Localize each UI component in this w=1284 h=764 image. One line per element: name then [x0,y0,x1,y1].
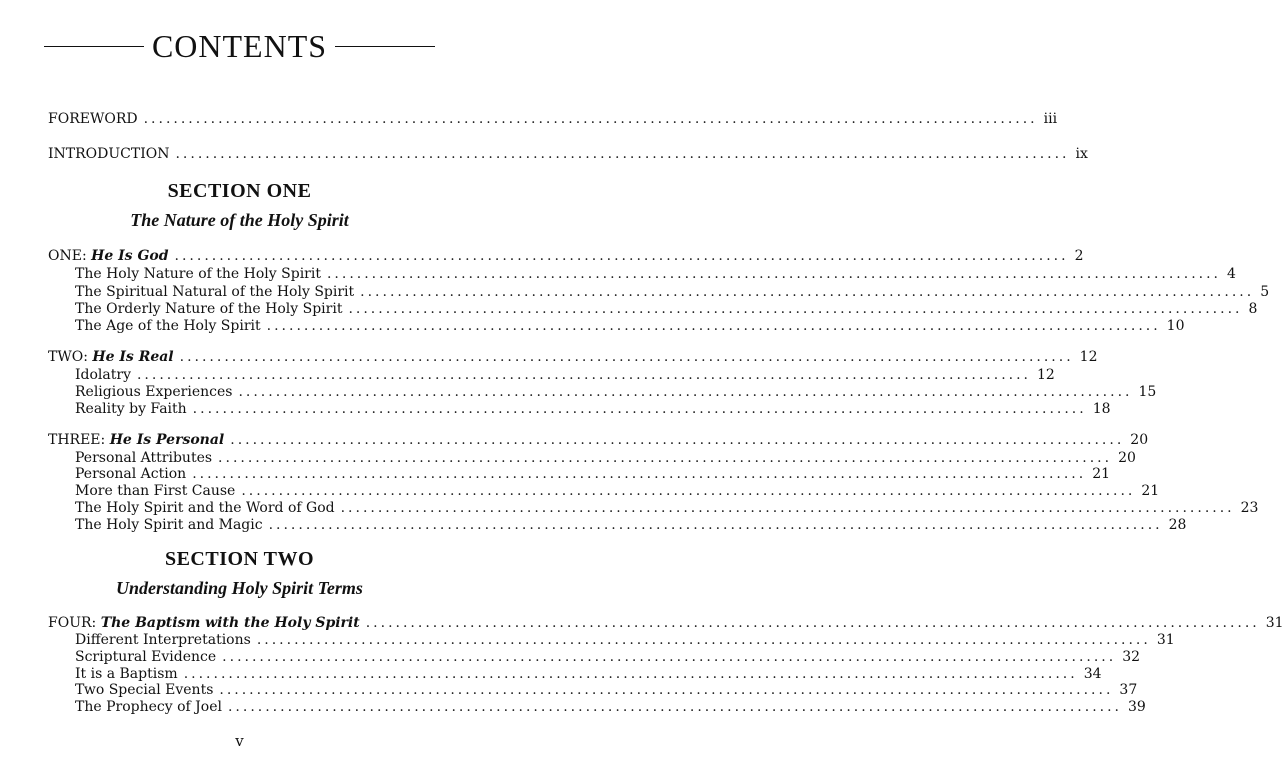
toc-page-number: 31 [1265,615,1284,631]
toc-entry-label: The Holy Spirit and the Word of God [75,500,335,516]
chapter-title: He Is Personal [109,432,225,448]
leader-dots: ........................................................................................................................ [230,432,1125,448]
leader-dots: ........................................................................................................................ [360,284,1255,300]
leader-dots: ........................................................................................................................ [238,384,1133,400]
leader-dots: ........................................................................................................................ [218,450,1113,466]
toc-page-number: 15 [1138,384,1157,400]
toc-chapter-one [48,246,1084,266]
title-rule-right [335,46,435,47]
leader-dots: ........................................................................................................................ [143,111,1038,127]
toc-entry-label: It is a Baptism [75,666,178,682]
toc-page-number: 5 [1260,284,1270,300]
toc-page-number: 23 [1240,500,1259,516]
chapter-prefix: THREE: [48,432,110,448]
toc-entry-label: INTRODUCTION [48,146,170,162]
leader-dots: ........................................................................................................................ [192,466,1087,482]
toc-entry-label: The Prophecy of Joel [75,699,222,715]
toc-page-number: 2 [1074,248,1084,264]
chapter-prefix: TWO: [48,349,93,365]
leader-dots: ........................................................................................................................ [348,301,1243,317]
leader-dots: ........................................................................................................................ [266,318,1161,334]
toc-page-number: 31 [1156,632,1175,648]
leader-dots: ........................................................................................................................ [136,367,1032,383]
toc-entry-label: Different Interpretations [75,632,251,648]
section-two-subheading: Understanding Holy Spirit Terms [116,578,363,598]
toc-chapter-two [48,347,1098,367]
leader-dots: ........................................................................................................................ [227,699,1122,715]
chapter-title: He Is Real [92,349,174,365]
toc-entry-label: The Spiritual Natural of the Holy Spirit [75,284,355,300]
leader-dots: ........................................................................................................................ [179,349,1074,365]
leader-dots: ........................................................................................................................ [326,266,1222,282]
leader-dots: ........................................................................................................................ [222,649,1117,665]
toc-page-number: ix [1075,146,1088,162]
title-rule-left [44,46,144,47]
leader-dots: ........................................................................................................................ [365,615,1260,631]
chapter-title: The Baptism with the Holy Spirit [100,615,360,631]
toc-page-number: 32 [1122,649,1141,665]
contents-title-row [0,26,479,66]
leader-dots: ........................................................................................................................ [183,666,1078,682]
toc-page-number: 21 [1141,483,1160,499]
toc-entry-label: The Holy Nature of the Holy Spirit [75,266,321,282]
toc-entry [75,316,1185,336]
toc-chapter-label [48,246,169,266]
section-one-subheading: The Nature of the Holy Spirit [130,210,349,230]
chapter-title: He Is God [91,248,169,264]
leader-dots: ........................................................................................................................ [256,632,1151,648]
toc-page-number: 20 [1130,432,1149,448]
section-one-heading: SECTION ONE [167,180,312,202]
toc-page-number: 18 [1092,401,1111,417]
toc-page-number: 34 [1083,666,1102,682]
toc-page-number: iii [1043,111,1058,127]
toc-page-number: 8 [1248,301,1258,317]
toc-entry-label: Reality by Faith [75,401,187,417]
contents-title: CONTENTS [151,28,328,64]
toc-page-number: 39 [1128,699,1146,715]
chapter-prefix: FOUR: [48,615,101,631]
toc-page-number: 12 [1037,367,1055,383]
toc-entry-label: Idolatry [75,367,131,383]
toc-entry-label: Scriptural Evidence [75,649,217,665]
leader-dots: ........................................................................................................................ [174,248,1069,264]
section-two-heading: SECTION TWO [164,548,315,570]
toc-entry-label: Personal Action [75,466,187,482]
toc-chapter-three [48,430,1149,450]
toc-entry-label: The Holy Spirit and Magic [75,517,263,533]
leader-dots: ........................................................................................................................ [340,500,1235,516]
toc-entry-label: Personal Attributes [75,450,213,466]
toc-entry-label: More than First Cause [75,483,236,499]
toc-entry-introduction [48,144,1088,164]
toc-page-number: 20 [1118,450,1136,466]
toc-entry [75,399,1111,419]
chapter-prefix: ONE: [48,248,92,264]
toc-entry-label: Two Special Events [75,682,214,698]
leader-dots: ........................................................................................................................ [241,483,1136,499]
toc-page-number: 4 [1227,266,1236,282]
toc-page-number: 28 [1168,517,1187,533]
toc-chapter-label [48,347,174,367]
toc-entry-foreword [48,109,1058,129]
leader-dots: ........................................................................................................................ [192,401,1087,417]
leader-dots: ........................................................................................................................ [268,517,1163,533]
toc-chapter-label [48,430,224,450]
toc-page-number: 21 [1092,466,1111,482]
toc-entry [75,264,1236,284]
leader-dots: ........................................................................................................................ [219,682,1114,698]
toc-page-number: 12 [1079,349,1098,365]
toc-entry [75,697,1146,717]
toc-entry-label: FOREWORD [48,111,138,127]
toc-entry-label: The Age of the Holy Spirit [75,318,261,334]
toc-entry-label: Religious Experiences [75,384,233,400]
toc-page-number: 37 [1119,682,1138,698]
toc-page-number: 10 [1166,318,1185,334]
leader-dots: ........................................................................................................................ [175,146,1070,162]
page-folio: v [235,732,244,750]
toc-entry-label: The Orderly Nature of the Holy Spirit [75,301,343,317]
toc-entry [75,515,1187,535]
